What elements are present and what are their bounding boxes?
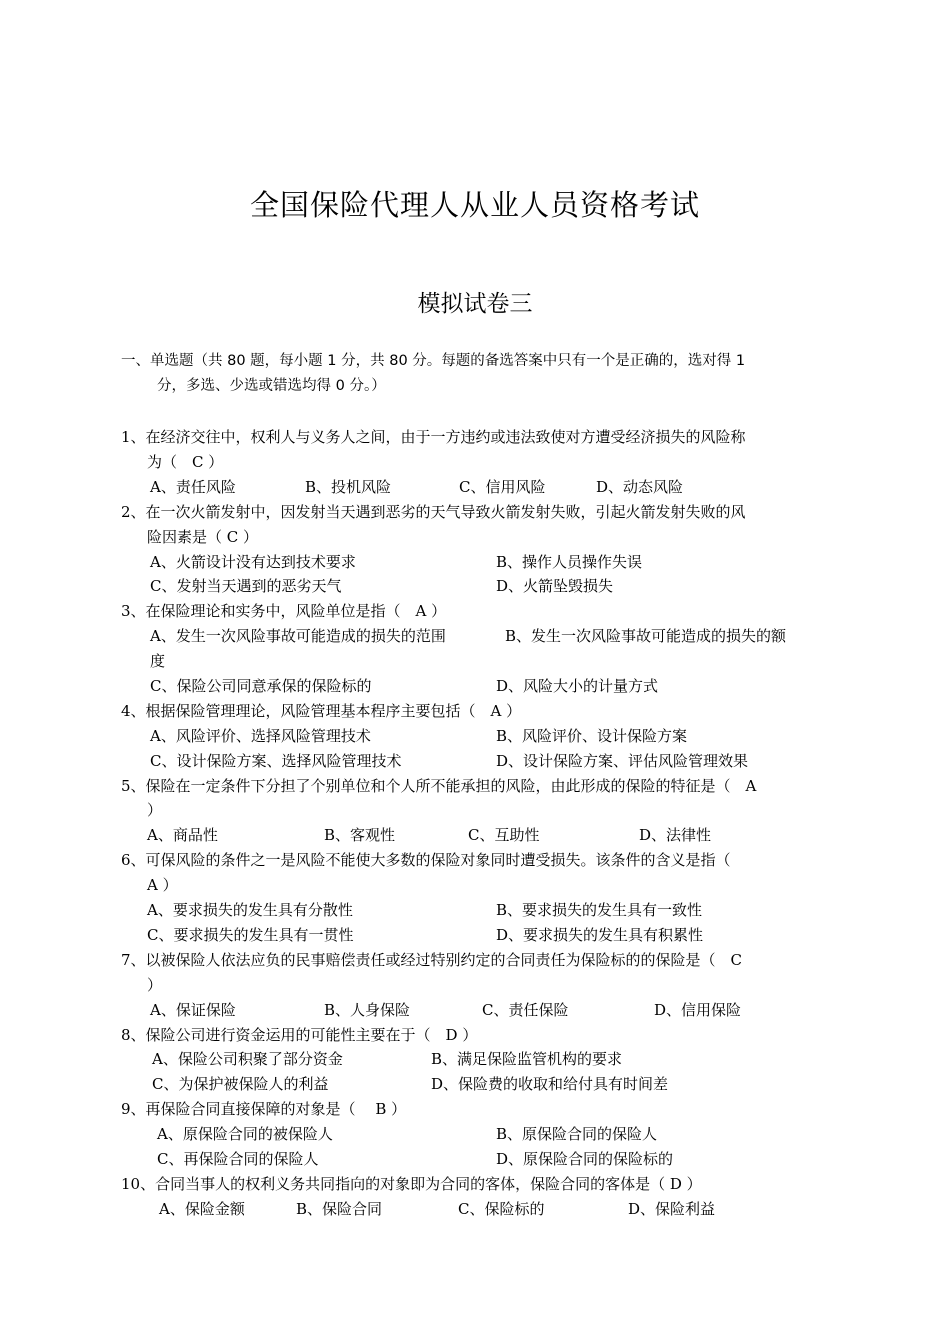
section-heading	[121, 349, 831, 399]
option-row	[121, 898, 836, 923]
question-item	[121, 500, 836, 600]
question-stem-continuation: ）	[147, 975, 163, 994]
option: D、保险费的收取和给付具有时间差	[431, 1075, 669, 1094]
question-stem-continuation: ）	[147, 801, 163, 820]
option-row	[121, 1197, 836, 1222]
question-item	[121, 425, 836, 500]
question-stem: 4、根据保险管理理论，风险管理基本程序主要包括（ A ）	[121, 701, 522, 720]
option: D、法律性	[639, 826, 712, 845]
option-row	[121, 624, 836, 649]
option-row	[121, 823, 836, 848]
question-stem: 2、在一次火箭发射中，因发射当天遇到恶劣的天气导致火箭发射失败，引起火箭发射失败的风	[121, 502, 746, 521]
option: B、保险合同	[296, 1199, 383, 1218]
option-row	[121, 475, 836, 500]
option: A、保险金额	[159, 1199, 245, 1218]
option-row	[121, 574, 836, 599]
option-continuation: 度	[150, 652, 166, 671]
option-row	[121, 1147, 836, 1172]
option: B、操作人员操作失误	[496, 552, 643, 571]
question-list	[121, 425, 836, 1222]
option-row	[121, 1047, 836, 1072]
option: A、原保险合同的被保险人	[157, 1125, 333, 1144]
option-row	[121, 649, 836, 674]
option: A、风险评价、选择风险管理技术	[150, 726, 371, 745]
option: C、责任保险	[482, 1000, 569, 1019]
option: A、责任风险	[150, 477, 236, 496]
exam-subtitle: 模拟试卷三	[417, 291, 533, 317]
option: C、信用风险	[459, 477, 546, 496]
option-row	[121, 674, 836, 699]
section-heading-line1: 一、单选题（共 80 题，每小题 1 分，共 80 分。每题的备选答案中只有一个是正确的，选对得 1	[121, 353, 746, 369]
option: C、互助性	[468, 826, 540, 845]
option: B、客观性	[324, 826, 396, 845]
option: B、投机风险	[305, 477, 392, 496]
option: D、要求损失的发生具有积累性	[496, 925, 704, 944]
option: D、风险大小的计量方式	[496, 676, 659, 695]
option: A、保险公司积聚了部分资金	[152, 1050, 343, 1069]
question-stem: 3、在保险理论和实务中，风险单位是指（ A ）	[121, 602, 447, 621]
option-row	[121, 1072, 836, 1097]
question-item	[121, 948, 836, 1023]
question-stem: 9、再保险合同直接保障的对象是（ B ）	[121, 1100, 407, 1119]
option: A、保证保险	[150, 1000, 236, 1019]
question-stem-continuation: 为（ C ）	[147, 452, 224, 471]
question-stem: 1、在经济交往中，权利人与义务人之间，由于一方违约或违法致使对方遭受经济损失的风险称	[121, 428, 746, 446]
question-stem-continuation: A ）	[147, 876, 178, 895]
option: D、保险利益	[628, 1199, 716, 1218]
question-item	[121, 1172, 836, 1222]
question-item	[121, 774, 836, 849]
option: B、风险评价、设计保险方案	[496, 726, 688, 745]
question-item	[121, 848, 836, 948]
option: B、要求损失的发生具有一致性	[496, 901, 703, 920]
option: B、人身保险	[324, 1000, 411, 1019]
option: C、保险标的	[458, 1199, 545, 1218]
question-stem: 7、以被保险人依法应负的民事赔偿责任或经过特别约定的合同责任为保险标的的保险是（ C	[121, 950, 743, 969]
option-row	[121, 1122, 836, 1147]
option: D、信用保险	[654, 1000, 742, 1019]
option: C、为保护被保险人的利益	[152, 1075, 329, 1094]
exam-title: 全国保险代理人从业人员资格考试	[249, 188, 700, 222]
option-row	[121, 998, 836, 1023]
question-item	[121, 599, 836, 699]
question-stem-continuation: 险因素是（ C ）	[147, 527, 259, 546]
question-item	[121, 1023, 836, 1098]
option: C、发射当天遇到的恶劣天气	[150, 577, 342, 596]
question-stem: 6、可保风险的条件之一是风险不能使大多数的保险对象同时遭受损失。该条件的含义是指（	[121, 851, 731, 870]
option: D、原保险合同的保险标的	[496, 1150, 674, 1169]
option: B、原保险合同的保险人	[496, 1125, 658, 1144]
option: B、发生一次风险事故可能造成的损失的额	[505, 627, 787, 646]
option-row	[121, 923, 836, 948]
option: B、满足保险监管机构的要求	[431, 1050, 623, 1069]
question-stem: 8、保险公司进行资金运用的可能性主要在于（ D ）	[121, 1025, 478, 1044]
option: A、发生一次风险事故可能造成的损失的范围	[150, 627, 446, 646]
option-row	[121, 724, 836, 749]
option: C、保险公司同意承保的保险标的	[150, 676, 372, 695]
option: C、设计保险方案、选择风险管理技术	[150, 751, 402, 770]
option: C、再保险合同的保险人	[157, 1150, 319, 1169]
option: A、要求损失的发生具有分散性	[147, 901, 353, 920]
option: A、火箭设计没有达到技术要求	[150, 552, 356, 571]
question-item	[121, 1097, 836, 1172]
option: D、火箭坠毁损失	[496, 577, 614, 596]
option: A、商品性	[147, 826, 218, 845]
question-stem: 10、合同当事人的权利义务共同指向的对象即为合同的客体，保险合同的客体是（ D ）	[121, 1174, 702, 1193]
option: D、动态风险	[596, 477, 684, 496]
option-row	[121, 749, 836, 774]
option: C、要求损失的发生具有一贯性	[147, 925, 354, 944]
option-row	[121, 550, 836, 575]
question-item	[121, 699, 836, 774]
section-heading-line2: 分，多选、少选或错选均得 0 分。）	[157, 378, 386, 394]
option: D、设计保险方案、评估风险管理效果	[496, 751, 749, 770]
question-stem: 5、保险在一定条件下分担了个别单位和个人所不能承担的风险，由此形成的保险的特征是（ A	[121, 776, 757, 795]
